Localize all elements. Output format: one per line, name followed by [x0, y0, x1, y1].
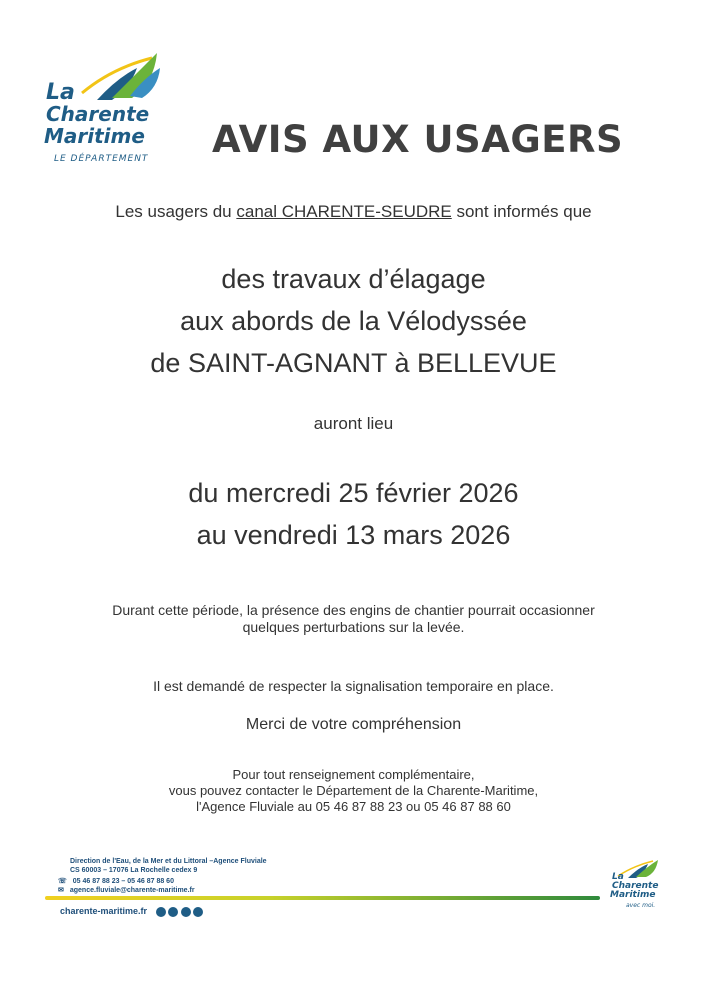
- footer-website-row: [60, 906, 203, 917]
- works-line-2: aux abords de la Vélodyssée: [180, 306, 527, 336]
- footer-website[interactable]: charente-maritime.fr: [60, 906, 148, 916]
- period-note: [0, 602, 707, 636]
- footer-phone: 05 46 87 88 23 – 05 46 87 88 60: [72, 878, 174, 885]
- mail-icon: ✉: [58, 887, 64, 894]
- works-block: [0, 258, 707, 384]
- social-icon-1[interactable]: [156, 907, 166, 917]
- works-line-3: de SAINT-AGNANT à BELLEVUE: [150, 348, 557, 378]
- footer-divider: [45, 896, 600, 900]
- logo-line2: Charente: [46, 102, 150, 126]
- works-line-1: des travaux d’élagage: [221, 264, 486, 294]
- small-logo-line1: La: [612, 872, 624, 882]
- facebook-icon[interactable]: [168, 907, 178, 917]
- notice-title: AVIS AUX USAGERS: [212, 118, 624, 161]
- logo-line3: Maritime: [44, 124, 145, 148]
- dates-block: [0, 472, 707, 556]
- footer-address: CS 60003 – 17076 La Rochelle cedex 9: [70, 867, 198, 874]
- contact-line-2: vous pouvez contacter le Département de la Charente-Maritime,: [168, 783, 539, 798]
- period-note-line-2: quelques perturbations sur la levée.: [242, 619, 465, 635]
- footer-logo: [608, 858, 668, 918]
- signage-note: Il est demandé de respecter la signalisation temporaire en place.: [153, 678, 554, 694]
- small-logo-line3: Maritime: [610, 890, 656, 900]
- auront-lieu: auront lieu: [313, 414, 394, 433]
- intro-before: Les usagers du: [115, 202, 237, 221]
- logo-tagline: LE DÉPARTEMENT: [54, 154, 149, 164]
- linkedin-icon[interactable]: [193, 907, 203, 917]
- intro-line: [0, 202, 707, 222]
- contact-block: [0, 767, 707, 815]
- footer-phone-row: [58, 877, 267, 886]
- period-note-line-1: Durant cette période, la présence des engins de chantier pourrait occasionner: [112, 602, 595, 618]
- contact-line-3: l'Agence Fluviale au 05 46 87 88 23 ou 05 46 87 88 60: [196, 799, 511, 814]
- small-logo-tagline: avec moi.: [626, 902, 656, 909]
- footer-email-row: [58, 886, 267, 895]
- instagram-icon[interactable]: [181, 907, 191, 917]
- footer-email[interactable]: agence.fluviale@charente-maritime.fr: [69, 887, 195, 894]
- logo-line1: La: [46, 80, 75, 105]
- footer-info: [58, 857, 267, 895]
- department-logo: [42, 48, 172, 173]
- date-start: du mercredi 25 février 2026: [188, 478, 519, 508]
- phone-icon: ☏: [58, 878, 67, 885]
- footer-direction: Direction de l'Eau, de la Mer et du Littoral –Agence Fluviale: [70, 858, 267, 865]
- canal-name: canal CHARENTE-SEUDRE: [236, 202, 452, 221]
- intro-after: sont informés que: [451, 202, 592, 221]
- small-logo-line2: Charente: [612, 881, 659, 891]
- thanks-line: Merci de votre compréhension: [245, 716, 462, 733]
- date-end: au vendredi 13 mars 2026: [196, 520, 511, 550]
- contact-line-1: Pour tout renseignement complémentaire,: [232, 767, 475, 782]
